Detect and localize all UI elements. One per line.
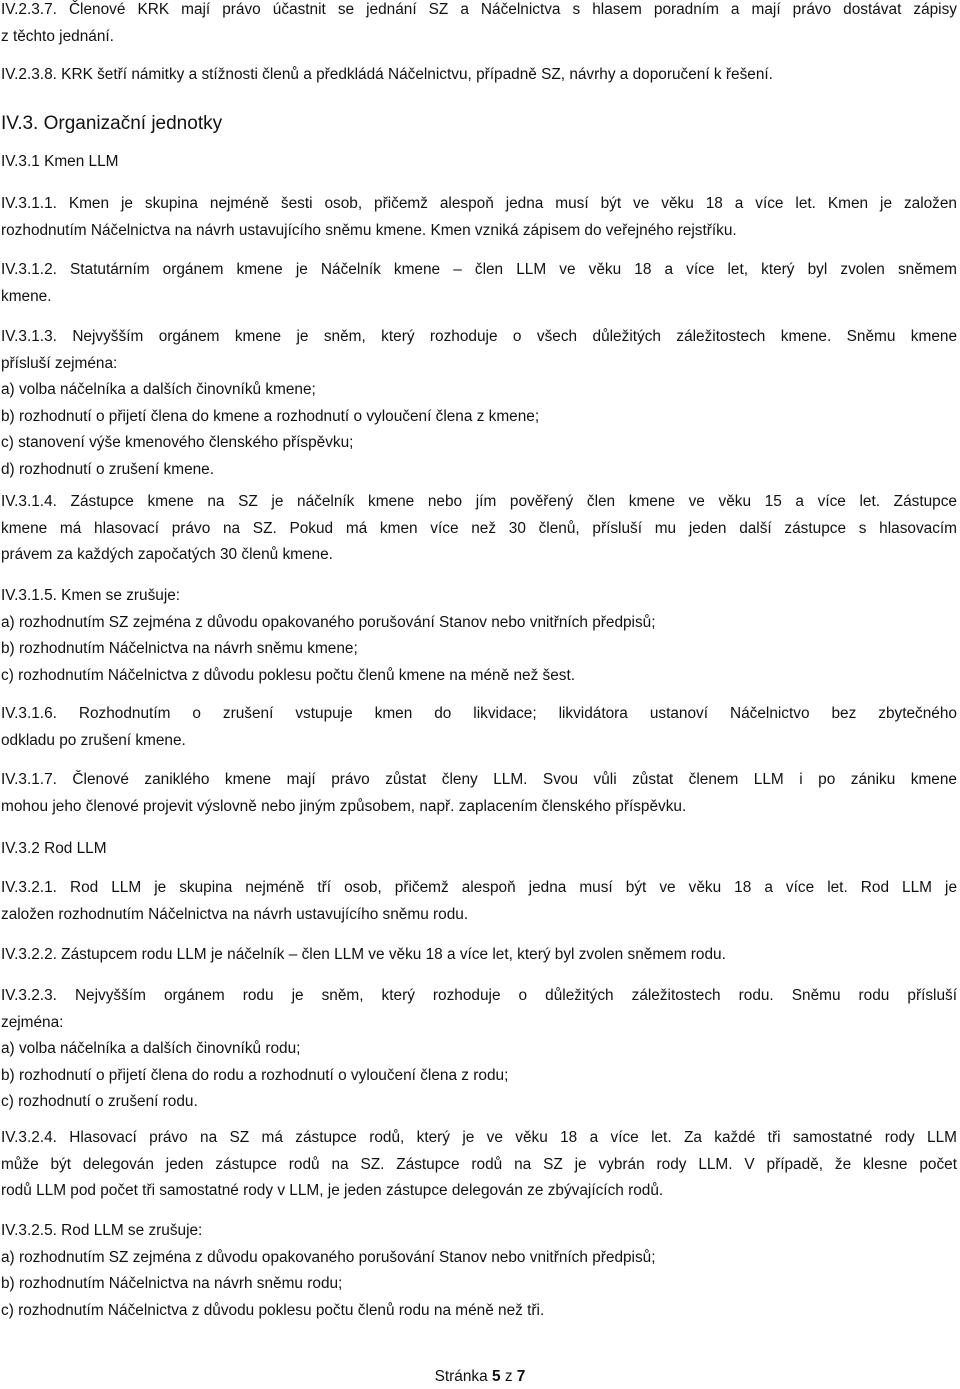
text-line: b) rozhodnutím Náčelnictva na návrh sněmu kmene;: [1, 640, 358, 657]
paragraph-iv-3-1-7: [1, 767, 957, 820]
text-line: právem za každých započatých 30 členů kmene.: [1, 546, 333, 563]
paragraph-iv-3-1-1: [1, 191, 957, 244]
text-line: IV.3.2.4. Hlasovací právo na SZ má zástupce rodů, který je ve věku 18 a více let. Za každé tři samostatné rody LLM: [1, 1129, 957, 1146]
text-line: IV.2.3.7. Členové KRK mají právo účastnit se jednání SZ a Náčelnictva s hlasem poradním a mají právo dostávat zápisy: [1, 1, 957, 18]
paragraph-iv-2-3-7: [1, 0, 957, 50]
text-line: IV.3.2.1. Rod LLM je skupina nejméně tří osob, přičemž alespoň jedna musí být ve věku 18 a více let. Rod LLM je: [1, 879, 957, 896]
heading-organizacni-jednotky: IV.3. Organizační jednotky: [1, 113, 223, 134]
text-line: IV.3.1.3. Nejvyšším orgánem kmene je sněm, který rozhoduje o všech důležitých záležitostech kmene. Sněmu kmene: [1, 328, 957, 345]
paragraph-iv-3-1-3: [1, 324, 957, 483]
heading-rod-llm: IV.3.2 Rod LLM: [1, 840, 107, 857]
text-line: c) rozhodnutím Náčelnictva z důvodu poklesu počtu členů rodu na méně než tři.: [1, 1301, 545, 1319]
text-line: kmene.: [1, 287, 52, 305]
text-line: zejména:: [1, 1013, 64, 1031]
paragraph-iv-3-2-1: [1, 875, 957, 928]
paragraph-iv-3-2-3: [1, 983, 957, 1116]
text-line: IV.3.1.7. Členové zaniklého kmene mají právo zůstat členy LLM. Svou vůli zůstat členem LLM i po zániku kmene: [1, 771, 957, 788]
text-line: a) rozhodnutím SZ zejména z důvodu opakovaného porušování Stanov nebo vnitřních předpisů;: [1, 613, 656, 631]
text-line: IV.3.2.3. Nejvyšším orgánem rodu je sněm, který rozhoduje o důležitých záležitostech rodu. Sněmu rodu přísluší: [1, 987, 957, 1004]
footer-separator: z: [504, 1368, 513, 1385]
paragraph-iv-2-3-8: [1, 62, 957, 89]
text-line: IV.3.1.4. Zástupce kmene na SZ je náčelník kmene nebo jím pověřený člen kmene ve věku 15 a více let. Zástupce: [1, 493, 957, 510]
text-line: IV.3.1.2. Statutárním orgánem kmene je Náčelník kmene – člen LLM ve věku 18 a více let, který byl zvolen sněmem: [1, 261, 957, 278]
text-line: a) volba náčelníka a dalších činovníků rodu;: [1, 1040, 301, 1057]
text-line: IV.2.3.8. KRK šetří námitky a stížnosti členů a předkládá Náčelnictvu, případně SZ, návrhy a doporučení k řešení.: [1, 66, 773, 83]
text-line: může být delegován jeden zástupce rodů na SZ. Zástupce rodů na SZ je vybrán rody LLM. V případě, že klesne počet: [1, 1155, 957, 1173]
paragraph-iv-3-1-6: [1, 701, 957, 754]
text-line: IV.3.2.2. Zástupcem rodu LLM je náčelník – člen LLM ve věku 18 a více let, který byl zvolen sněmem rodu.: [1, 946, 726, 963]
text-line: založen rozhodnutím Náčelnictva na návrh ustavujícího sněmu rodu.: [1, 905, 469, 923]
text-line: mohou jeho členové projevit výslovně nebo jiným způsobem, např. zaplacením členského příspěvku.: [1, 797, 687, 815]
text-line: IV.3.1.1. Kmen je skupina nejméně šesti osob, přičemž alespoň jedna musí být ve věku 18 a více let. Kmen je založen: [1, 195, 957, 212]
paragraph-iv-3-1-2: [1, 257, 957, 310]
text-line: b) rozhodnutí o přijetí člena do rodu a rozhodnutí o vyloučení člena z rodu;: [1, 1066, 509, 1084]
text-line: c) rozhodnutí o zrušení rodu.: [1, 1093, 198, 1110]
text-line: z těchto jednání.: [1, 27, 114, 45]
text-line: d) rozhodnutí o zrušení kmene.: [1, 460, 215, 478]
heading-kmen-llm: IV.3.1 Kmen LLM: [1, 153, 119, 170]
text-line: a) volba náčelníka a dalších činovníků kmene;: [1, 381, 316, 398]
text-line: IV.3.2.5. Rod LLM se zrušuje:: [1, 1222, 203, 1239]
text-line: IV.3.1.5. Kmen se zrušuje:: [1, 587, 181, 604]
page-footer: [0, 1366, 960, 1388]
text-line: c) rozhodnutím Náčelnictva z důvodu poklesu počtu členů kmene na méně než šest.: [1, 666, 576, 684]
text-line: a) rozhodnutím SZ zejména z důvodu opakovaného porušování Stanov nebo vnitřních předpisů;: [1, 1248, 656, 1266]
footer-prefix: Stránka: [434, 1368, 488, 1385]
footer-page-number: 5: [491, 1368, 501, 1385]
text-line: rodů LLM pod počet tři samostatné rody v LLM, je jeden zástupce delegován ze zbývajících rodů.: [1, 1182, 664, 1199]
text-line: b) rozhodnutím Náčelnictva na návrh sněmu rodu;: [1, 1275, 343, 1292]
text-line: c) stanovení výše kmenového členského příspěvku;: [1, 434, 354, 451]
text-line: odkladu po zrušení kmene.: [1, 731, 186, 749]
text-line: přísluší zejména:: [1, 354, 118, 372]
text-line: IV.3.1.6. Rozhodnutím o zrušení vstupuje kmen do likvidace; likvidátora ustanoví Náčelnictvo bez zbytečného: [1, 705, 957, 722]
text-line: rozhodnutím Náčelnictva na návrh ustavujícího sněmu kmene. Kmen vzniká zápisem do veřejného rejstříku.: [1, 221, 737, 239]
text-line: kmene má hlasovací právo na SZ. Pokud má kmen více než 30 členů, přísluší mu jeden další zástupce s hlasovacím: [1, 519, 957, 537]
paragraph-iv-3-2-4: [1, 1125, 957, 1205]
footer-page-total: 7: [516, 1368, 526, 1385]
paragraph-iv-3-2-2: [1, 942, 957, 969]
paragraph-iv-3-1-4: [1, 489, 957, 569]
text-line: b) rozhodnutí o přijetí člena do kmene a rozhodnutí o vyloučení člena z kmene;: [1, 407, 540, 425]
paragraph-iv-3-1-5: [1, 583, 957, 689]
paragraph-iv-3-2-5: [1, 1218, 957, 1324]
